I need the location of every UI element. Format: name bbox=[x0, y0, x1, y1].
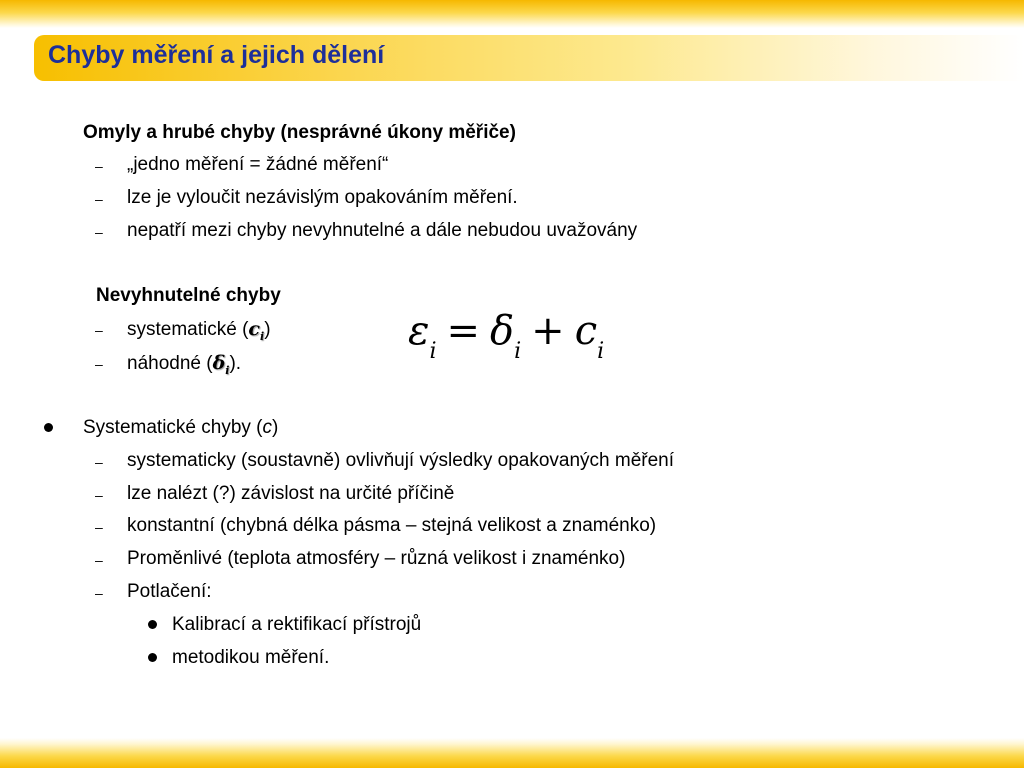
sub-list-item: Kalibrací a rektifikací přístrojů bbox=[172, 614, 422, 635]
bullet-icon bbox=[44, 423, 53, 432]
list-item-random: náhodné $(\delta_i)$. bbox=[127, 352, 242, 377]
dash-marker: – bbox=[95, 585, 103, 601]
bottom-decoration-band bbox=[0, 738, 1024, 768]
list-item-systematic: systematické $(c_i)$ bbox=[127, 318, 271, 343]
list-item: Potlačení: bbox=[127, 581, 212, 602]
section-heading-gross-errors: Omyly a hrubé chyby (nesprávné úkony měřiče) bbox=[83, 122, 516, 143]
dash-marker: – bbox=[95, 454, 103, 470]
error-formula: $\varepsilon_i = \delta_i + c_i$ bbox=[408, 308, 605, 364]
top-decoration-band bbox=[0, 0, 1024, 28]
dash-marker: – bbox=[95, 519, 103, 535]
symbol-delta: $\delta_i$ bbox=[212, 352, 230, 377]
list-item: systematicky (soustavně) ovlivňují výsledky opakovaných měření bbox=[127, 450, 675, 471]
list-item: nepatří mezi chyby nevyhnutelné a dále nebudou uvažovány bbox=[127, 220, 638, 241]
list-item: konstantní (chybná délka pásma – stejná velikost a znaménko) bbox=[127, 515, 657, 536]
slide-title: Chyby měření a jejich dělení bbox=[48, 41, 385, 69]
list-item: lze nalézt (?) závislost na určité příčině bbox=[127, 483, 455, 504]
sub-list-item: metodikou měření. bbox=[172, 647, 330, 668]
dash-marker: – bbox=[95, 158, 103, 174]
dash-marker: – bbox=[95, 224, 103, 240]
bullet-systematic-errors: Systematické chyby (c) bbox=[83, 417, 279, 438]
symbol-c: $c_i$ bbox=[248, 318, 265, 343]
dash-marker: – bbox=[95, 322, 103, 338]
symbol-c: c bbox=[262, 417, 272, 438]
dash-marker: – bbox=[95, 552, 103, 568]
list-item: Proměnlivé (teplota atmosféry – různá velikost i znaménko) bbox=[127, 548, 626, 569]
bullet-icon bbox=[148, 620, 157, 629]
dash-marker: – bbox=[95, 356, 103, 372]
item-text: náhodné ( bbox=[127, 353, 213, 374]
list-item: „jedno měření = žádné měření“ bbox=[127, 154, 389, 175]
item-text: systematické ( bbox=[127, 319, 249, 340]
section-heading-unavoidable-errors: Nevyhnutelné chyby bbox=[96, 285, 281, 306]
list-item: lze je vyloučit nezávislým opakováním měření. bbox=[127, 187, 518, 208]
dash-marker: – bbox=[95, 487, 103, 503]
dash-marker: – bbox=[95, 191, 103, 207]
bullet-icon bbox=[148, 653, 157, 662]
